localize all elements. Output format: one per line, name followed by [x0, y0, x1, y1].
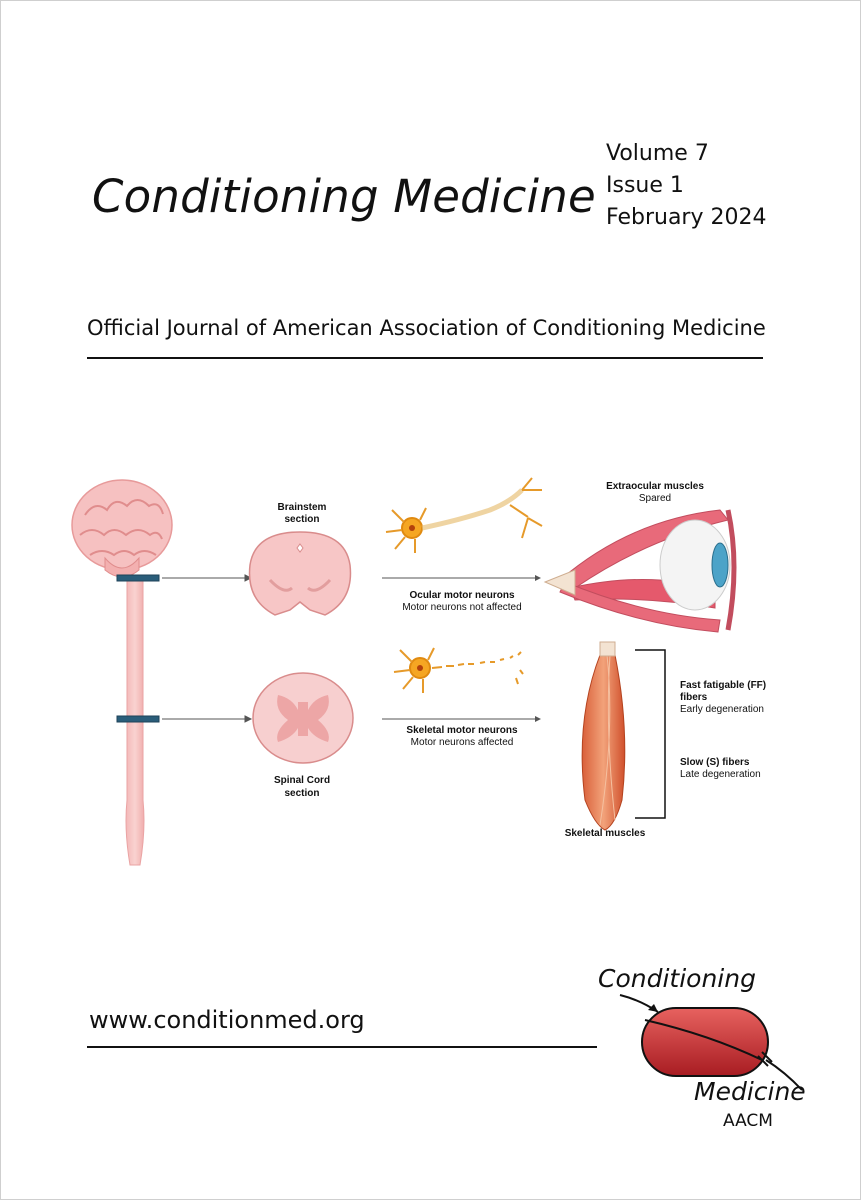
ff-fibers-title-1: Fast fatigable (FF) [680, 680, 767, 691]
volume-label: Volume 7 [606, 141, 709, 166]
cover-figure [70, 470, 830, 880]
fiber-bracket [635, 650, 665, 818]
aacm-logo [590, 960, 830, 1140]
top-divider [87, 357, 763, 359]
ocular-neuron-title: Ocular motor neurons [409, 590, 515, 601]
journal-subtitle: Official Journal of American Association of Conditioning Medicine [87, 316, 766, 340]
spinal-label-1: Spinal Cord [273, 775, 331, 786]
eye-icon [545, 510, 734, 632]
skeletal-neuron-sub: Motor neurons affected [410, 737, 514, 748]
logo-pill-shape [642, 1008, 768, 1076]
spinal-label-2: section [284, 788, 320, 799]
brain-icon [72, 480, 172, 577]
logo-word-top: Conditioning [598, 964, 756, 993]
logo-abbr: AACM [723, 1111, 773, 1131]
brainstem-label-2: section [284, 514, 320, 525]
figure-illustration [70, 470, 830, 880]
ff-fibers-title-2: fibers [680, 692, 708, 703]
website-link[interactable]: www.conditionmed.org [89, 1006, 365, 1034]
slow-fibers-sub: Late degeneration [680, 769, 761, 780]
spinal-section-icon [253, 673, 353, 763]
issue-label: Issue 1 [606, 173, 684, 198]
brainstem-marker [117, 575, 159, 581]
skeletal-neuron-icon [394, 648, 523, 693]
journal-title: Conditioning Medicine [92, 170, 596, 223]
extraocular-title: Extraocular muscles [606, 481, 704, 492]
skeletal-neuron-title: Skeletal motor neurons [406, 725, 518, 736]
skeletal-muscle-icon [582, 642, 625, 830]
logo-word-bottom: Medicine [694, 1077, 806, 1106]
date-label: February 2024 [606, 205, 767, 230]
brainstem-section-icon [250, 532, 351, 615]
ff-fibers-sub: Early degeneration [680, 704, 764, 715]
brainstem-label-1: Brainstem [277, 502, 327, 513]
issue-info [606, 138, 766, 234]
extraocular-sub: Spared [638, 493, 672, 504]
ocular-neuron-sub: Motor neurons not affected [402, 602, 522, 613]
ocular-neuron-icon [386, 478, 542, 553]
slow-fibers-title: Slow (S) fibers [680, 757, 750, 768]
spinal-marker [117, 716, 159, 722]
skeletal-muscles-label: Skeletal muscles [564, 828, 646, 839]
section-arrows [162, 575, 251, 722]
bottom-divider [87, 1046, 597, 1048]
